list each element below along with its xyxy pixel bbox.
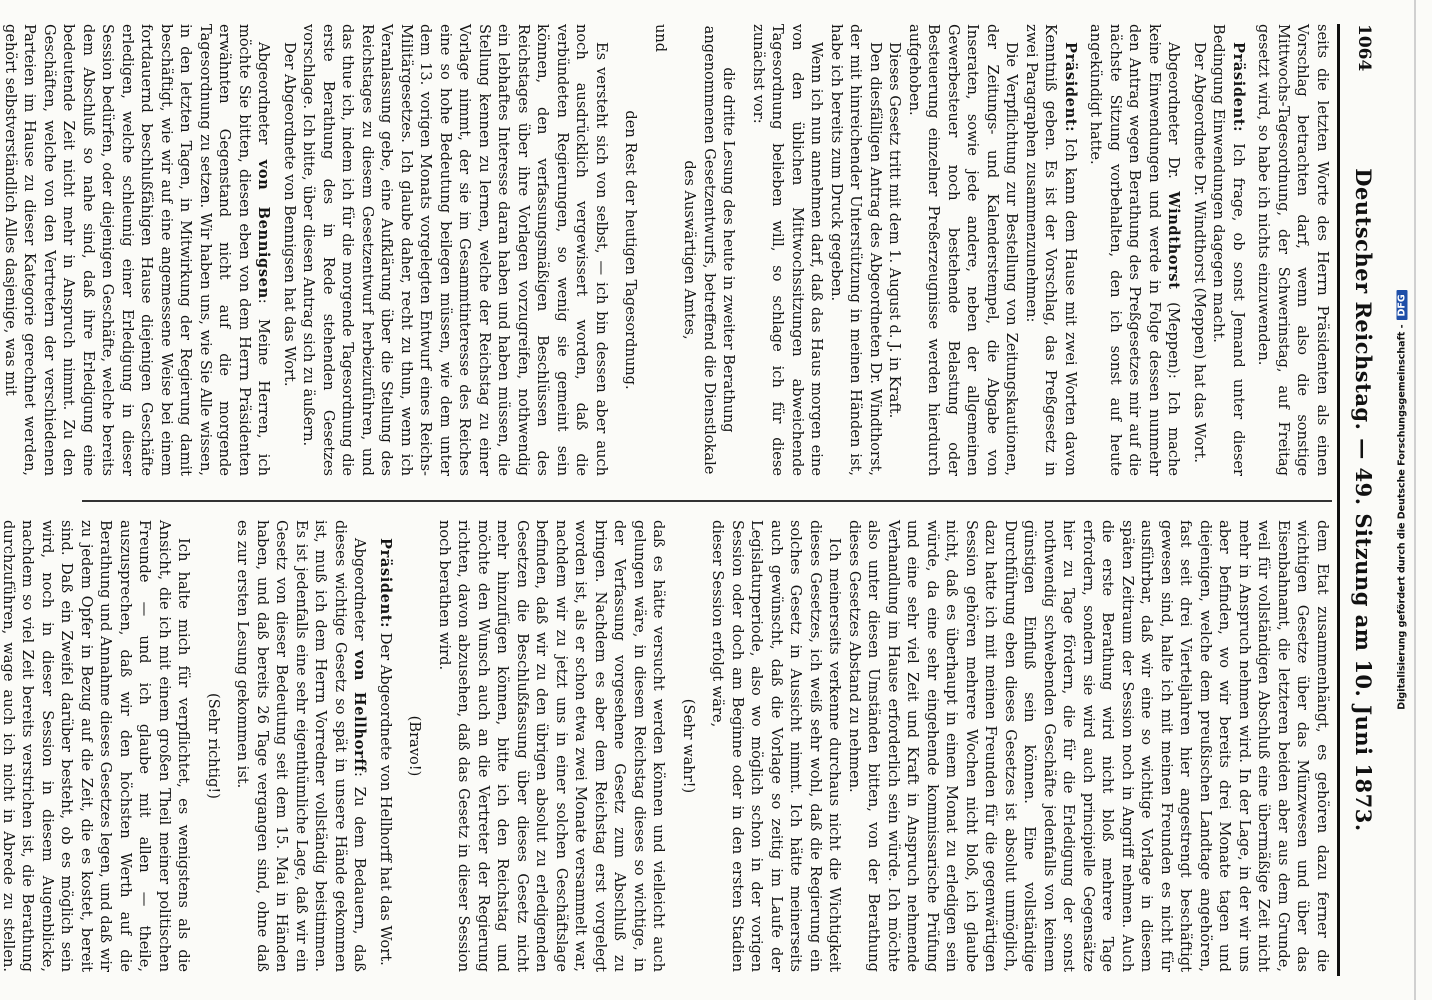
- paragraph-text: daß es hätte versucht werden können und vielleicht auch gelungen wäre, in diesem Reichstag dieses so wichtige, in der Verfassung vorgesehene Gesetz zum Abschluß zu bringen. Nachdem es aber dem Reichstag erst vorgelegt worden ist, als er schon etwa zwei Monate versammelt war, nachdem wir zu jetzt uns in einer solchen Geschäftslage befinden, daß wir zu den übrigen absolut zu erledigenden Gesetzen die Beschlußfassung über dieses Gesetz nicht mehr hinzufügen können, bitte ich den Reichstag und möchte den Wunsch auch an die Vertreter der Regierung richten, davon abzusehen, daß das Gesetz in dieser Session noch berathen wird.: [436, 520, 668, 972]
- paragraph: [885, 24, 905, 476]
- speaker-title: Abgeordneter: [255, 42, 273, 160]
- paragraph-text: dem Etat zusammenhängt, es gehören dazu ferner die wichtigen Gesetze über das Münzwesen und über das Eisenbahnamt, die letzteren beiden aber aus dem Grunde, weil für vollständigen Abschluß eine übermäßige Zeit nicht mehr in Anspruch nehmen wird. In der Lage, in der wir uns aber befinden, wo wir bereits drei Monate tagen und diejenigen, welche dem preußischen Landtage angehören, fast seit drei Vierteljahren hier angestrengt beschäftigt gewesen sind, halte ich mit meinen Freunden es nicht für ausführbar, daß wir eine so wichtige Vorlage in diesem späten Zeitraum der Session noch in Angriff nehmen. Auch die erste Berathung wird nicht bloß mehrere Tage erfordern, sondern sie wird auch principielle Gegensätze hier zu Tage fördern, die für die Erledigung der sonst nothwendig schwebenden Geschäfte jedenfalls von keinem günstigen Einfluß sein können. Eine vollständige Durchführung eben dieses Gesetzes ist absolut unmöglich, dazu hatte ich mit meinen Freunden für die gegenwärtigen Session gehören mehrere Wochen nicht bloß, ich glaube nicht, daß es überhaupt in einem Monat zu erledigen sein würde, da eine sehr eingehende kommissarische Prüfung und eine sehr viel Zeit und Kraft in Anspruch nehmende Verhandlung im Hause erforderlich sein würde. Ich möchte also unter diesen Umständen bitten, von der Berathung dieses Gesetzes Abstand zu nehmen.: [846, 520, 1331, 972]
- speaker-name: Präsident:: [1062, 42, 1079, 133]
- paragraph: [1209, 24, 1248, 476]
- paragraph: [827, 24, 886, 476]
- paragraph: [376, 520, 396, 972]
- paragraph-text: Ich halte mich für verpflichtet, es wenigstens als die Ansicht, die ich mit einem großen Theil meiner politischen Freunde — und ich glaube mit allen — theile, auszusprechen, daß wir den höchsten Werth auf die Berathung und Annahme dieses Gesetzes legen, und daß wir zu jedem Opfer in Bezug auf die Zeit, die es kostet, bereit sind. Daß ein Zweifel darüber besteht, ob es möglich sein wird, noch in dieser Session in diesem Augenblicke, nachdem so viel Zeit bereits verstrichen ist, die Berathung durchzuführen, wage auch ich nicht in Abrede zu stellen.: [0, 520, 193, 972]
- paragraph-text: Ich meinerseits verkenne durchaus nicht die Wichtigkeit dieses Gesetzes, ich weiß sehr wohl, daß die Regierung ein solches Gesetz in Aussicht nimmt. Ich hätte meinerseits auch gewünscht, daß die Vorlage so zeitig im Laufe der Legislaturperiode, also wo möglich schon in der vorigen Session oder doch am Beginne oder in den ersten Stadien dieser Session erfolgt wäre,: [709, 520, 844, 972]
- paragraph: [204, 520, 224, 972]
- paragraph: [1022, 24, 1081, 476]
- paragraph-text: : Zu dem Bedauern, daß dieses wichtige Gesetz so spät in unsere Hände gekommen ist, muß ich dem Herrn Vorredner vollständig beistimmen. Es ist jedenfalls eine sehr eigenthümliche Lage, daß wir ein Gesetz von dieser Bedeutung seit dem 15. Mai in Händen haben, und daß bereits 26 Tage vergangen sind, ohne daß es zur ersten Lesung gekommen ist.: [234, 520, 369, 972]
- paragraph-text: : Meine Herren, ich möchte Sie bitten, diesen eben von dem Herrn Präsidenten erwähnten Gegenstand nicht auf die morgende Tagesordnung zu setzen. Wir haben uns, wie Sie Alle wissen, in den letzten Tagen, in Mitwirkung der Regierung damit beschäftigt, wie wir auf eine angemessene Weise bei einem fortdauernd beschlußfähigen Hause diejenigen Geschäfte erledigen, welche schleunig einer Erledigung in dieser Session bedürfen, oder diejenigen Geschäfte, welche bereits dem Abschluß so nahe sind, daß ihre Erledigung eine bedeutende Zeit nicht mehr in Anspruch nimmt. Zu den Geschäften, welche von den Vertretern der verschiedenen Parteien im Hause zu dieser Kategorie gerechnet werden, gehört selbstverständlich Alles dasjenige, was mit: [2, 24, 273, 476]
- paragraph-text: seits die letzten Worte des Herrn Präsidenten als einen Vorschlag betrachten darf, wenn also die sonstige Mittwochs-Tagesordnung, der Schwerinstag, auf Freitag gesetzt wird, so habe ich nichts einzuwenden.: [1255, 24, 1331, 476]
- paragraph: [280, 24, 300, 476]
- paragraph: [651, 24, 671, 476]
- speaker-name: von Bennigsen: [255, 159, 273, 299]
- paragraph-text: Wenn ich nun annehmen darf, daß das Haus morgen eine von den üblichen Mittwochssitzungen abweichende Tagesordnung belieben will, so schlage ich für diese zunächst vor:: [750, 24, 826, 476]
- paragraph: [1190, 24, 1210, 476]
- paragraph: [0, 520, 194, 972]
- paragraph-text: (Meppen): Ich mache keine Einwendungen und werde in Folge dessen nunmehr den Antrag wegen Berathung des Preßgesetzes mir auf die nächste Sitzung vorbehalten, den ich sonst auf heute angekündigt hatte.: [1087, 24, 1183, 476]
- right-column: [0, 520, 1332, 972]
- speaker-title: Abgeordneter Dr.: [1165, 42, 1183, 192]
- paragraph: [1254, 24, 1332, 476]
- paragraph-text: Ich frage, ob sonst Jemand unter dieser Bedingung Einwendungen dagegen macht.: [1210, 24, 1247, 476]
- paragraph: [1086, 24, 1184, 476]
- paragraph: [708, 520, 845, 972]
- paragraph-text: und: [652, 24, 669, 53]
- paragraph-text: Der Abgeordnete von Hellhorff hat das Wort.: [377, 628, 394, 966]
- paragraph-text: Dieses Gesetz tritt mit dem 1. August d. J. in Kraft.: [886, 42, 904, 419]
- paragraph: [435, 520, 669, 972]
- paragraph-text: (Bravo!): [406, 715, 424, 777]
- speaker-name: Windthorst: [1165, 191, 1183, 290]
- paragraph-text: Der Abgeordnete Dr. Windthorst (Meppen) hat das Wort.: [1191, 42, 1208, 463]
- running-title: Deutscher Reichstag. — 49. Sitzung am 10. Juni 1873.: [1351, 168, 1376, 832]
- paragraph: [233, 520, 370, 972]
- speaker-name: von Hellhorff: [351, 650, 369, 773]
- paragraph: [845, 520, 1333, 972]
- speaker-title: Abgeordneter: [351, 538, 369, 651]
- paragraph: [905, 24, 1022, 476]
- paragraph: [680, 24, 739, 476]
- side-note: [1397, 10, 1408, 990]
- side-note-text: Digitalisierung gefördert durch die Deutsche Forschungsgemeinschaft -: [1396, 324, 1408, 710]
- paragraph: [621, 24, 641, 476]
- paragraph: [299, 24, 611, 476]
- speaker-name: Präsident:: [1230, 42, 1247, 133]
- page-header: [1348, 24, 1380, 976]
- paragraph: [749, 24, 827, 476]
- paragraph-text: die dritte Lesung des heute in zweiter Berathung angenommenen Gesetzentwurfs, betreffend die Dienstlokale des Auswärtigen Amtes,: [681, 25, 738, 475]
- paragraph: [1, 24, 274, 476]
- paragraph-text: den Rest der heutigen Tagesordnung.: [622, 110, 640, 390]
- paragraph-text: Ich kann dem Hause mit zwei Worten davon Kenntniß geben. Es ist der Vorschlag, das Preßgesetz in zwei Paragraphen zusammenzunehmen:: [1023, 24, 1079, 476]
- paragraph-text: Die Verpflichtung zur Bestellung von Zeitungskautionen, der Zeitungs- und Kalenderstempel, die Abgabe von Inseraten, sowie jede andere, neben der allgemeinen Gewerbesteuer noch bestehende Belastung oder Besteuerung einzelner Preßerzeugnisse werden hierdurch aufgehoben.: [906, 24, 1021, 476]
- column-divider: [82, 500, 1332, 502]
- paragraph-text: (Sehr richtig!): [205, 693, 222, 799]
- paragraph-text: Den diesfälligen Antrag des Abgeordneten Dr. Windthorst, der mit hinreichender Unterstützung in meinen Händen ist, habe ich bereits zum Druck gegeben.: [828, 24, 884, 476]
- scan-edge: [1414, 0, 1416, 1000]
- paragraph-text: Es versteht sich von selbst, — ich bin dessen aber auch noch ausdrücklich vergewissert worden, daß die verbündeten Regierungen, so wenig sie gemeint sein können, den verfassungsmäßigen Beschlüssen des Reichstages über ihre Vorlagen vorzugreifen, nothwendig ein lebhaftes Interesse daran haben und haben müssen, die Stellung kennen zu lernen, welche der Reichstag zu einer Vorlage nimmt, der sie im Gesammtinteresse des Reiches eine so hohe Bedeutung beilegen müssen, wie dem unter dem 13. vorigen Monats vorgelegten Entwurf eines Reichs-Militärgesetzes. Ich glaube daher, recht zu thun, wenn ich Veranlassung gebe, eine Aufklärung über die Stellung des Reichstages zu diesem Gesetzentwurf herbeizuführen, und das thue ich, indem ich für die morgende Tagesordnung die erste Berathung des in Rede stehenden Gesetzes vorschlage. Ich bitte, über diesen Antrag sich zu äußern.: [300, 24, 610, 476]
- paragraph-text: Der Abgeordnete von Bennigsen hat das Wort.: [281, 42, 298, 387]
- header-rule: [1337, 24, 1340, 976]
- left-column: [2, 24, 1332, 476]
- paragraph: [679, 520, 699, 972]
- page-number: 1064: [1354, 24, 1374, 72]
- paragraph: [405, 520, 425, 972]
- speaker-name: Präsident:: [377, 538, 394, 629]
- paragraph-text: (Sehr wahr!): [680, 698, 697, 794]
- dfg-logo: DFG: [1397, 290, 1408, 320]
